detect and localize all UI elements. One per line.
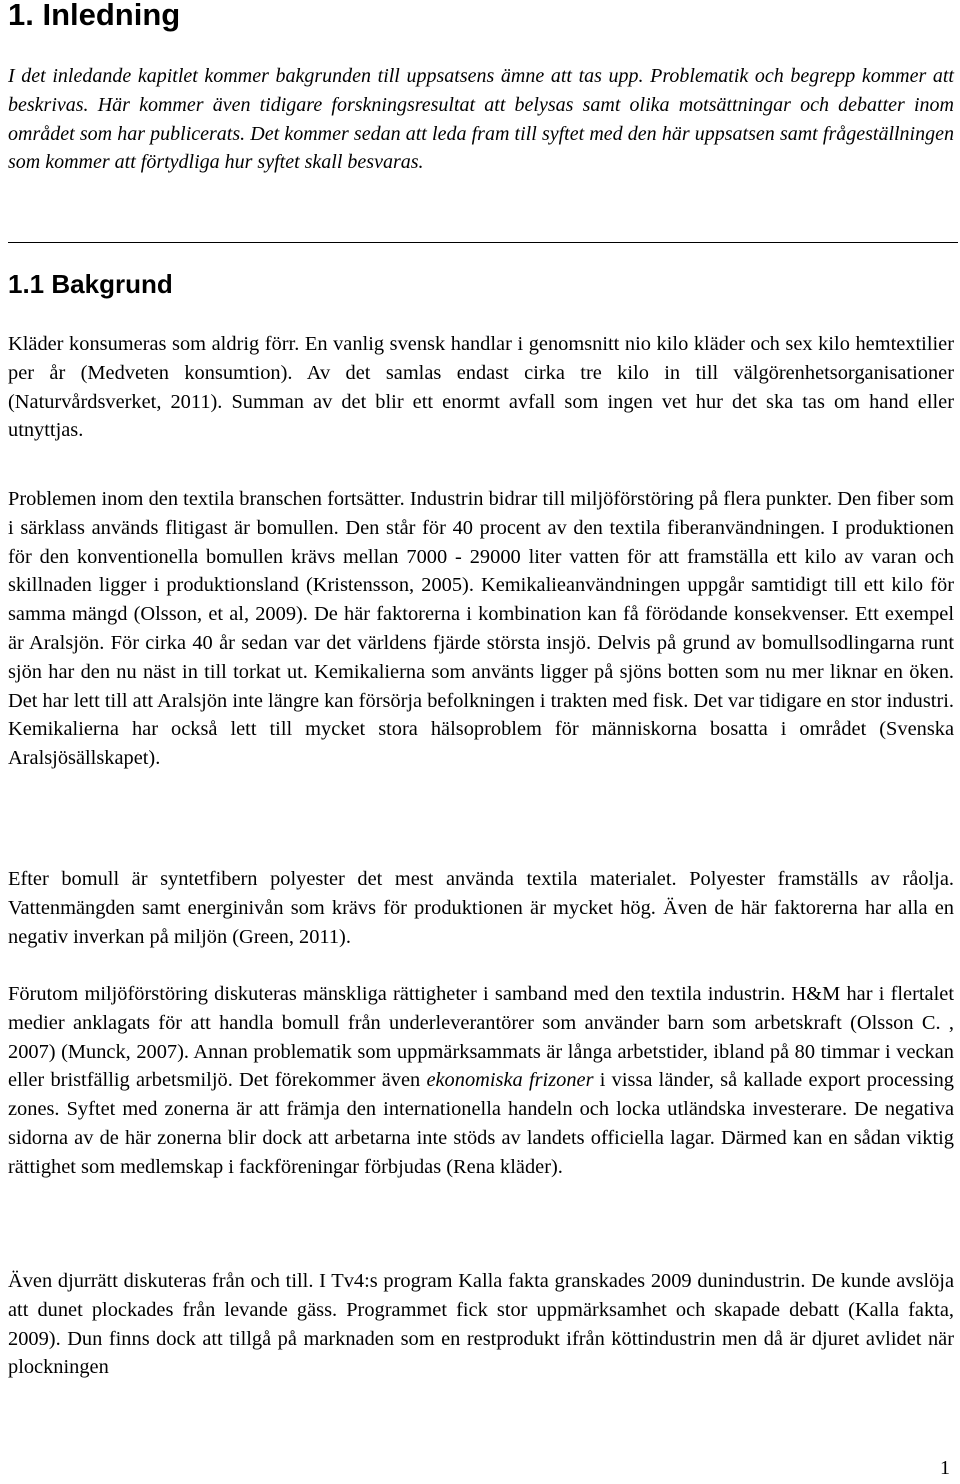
body-paragraph-4-text-start: Förutom miljöförstöring diskuteras mänskliga rättigheter i samband med den textila industrin. H&M har i flertalet medier anklagats för att handla bomull från underleverantörer som använder barn som arbetskraft (Olsson C. , 2007) (Munck, 2007). Annan problematik som uppmärksammats är långa arbetstider, ibland på 80 timmar i veckan eller bristfällig arbetsmiljö. Det förekommer även xyxy=(8,983,954,1092)
page-number: 1 xyxy=(940,1457,950,1479)
body-paragraph-4 xyxy=(8,980,954,1182)
body-paragraph-5: Även djurrätt diskuteras från och till. I Tv4:s program Kalla fakta granskades 2009 dunindustrin. De kunde avslöja att dunet plockades från levande gäss. Programmet fick stor uppmärksamhet och skapade debatt (Kalla fakta, 2009). Dun finns dock att tillgå på marknaden som en restprodukt ifrån köttindustrin men då är djuret avlidet när plockningen xyxy=(8,1270,954,1379)
emphasized-term: ekonomiska frizoner xyxy=(426,1069,594,1092)
body-paragraph-3: Efter bomull är syntetfibern polyester det mest använda textila materialet. Polyester framställs av råolja. Vattenmängden samt energinivån som krävs för produktionen är mycket hög. Även de här faktorerna har alla en negativ inverkan på miljön (Green, 2011). xyxy=(8,868,954,948)
section-heading: 1.1 Bakgrund xyxy=(8,269,173,299)
intro-paragraph: I det inledande kapitlet kommer bakgrunden till uppsatsens ämne att tas upp. Problematik och begrepp kommer att beskrivas. Här kommer även tidigare forskningsresultat att belysas samt olika motsättningar och debatter inom området som har publicerats. Det kommer sedan att leda fram till syftet med den här uppsatsen samt frågeställningen som kommer att förtydliga hur syftet skall besvaras. xyxy=(8,65,954,174)
chapter-heading: 1. Inledning xyxy=(8,0,181,32)
body-paragraph-2: Problemen inom den textila branschen fortsätter. Industrin bidrar till miljöförstöring på flera punkter. Den fiber som i särklass används flitigast är bomullen. Den står för 40 procent av den textila fiberanvändningen. I produktionen för den konventionella bomullen krävs mellan 7000 - 29000 liter vatten för att framställa ett kilo av varan och skillnaden ligger i produktionsland (Kristensson, 2005). Kemikalieanvändningen uppgår samtidigt till ett kilo för samma mängd (Olsson, et al, 2009). De här faktorerna i kombination kan få förödande konsekvenser. Ett exempel är Aralsjön. För cirka 40 år sedan var det världens fjärde största insjö. Delvis på grund av bomullsodlingarna runt sjön har den nu näst in till torkat ut. Kemikalierna som använts ligger på sjöns botten som nu mer liknar en öken. Det har lett till att Aralsjön inte längre kan försörja befolkningen i trakten med fisk. Det var tidigare en stor industri. Kemikalierna har också lett till mycket stora hälsoproblem för människorna bosatta i området (Svenska Aralsjösällskapet). xyxy=(8,488,954,770)
body-paragraph-1: Kläder konsumeras som aldrig förr. En vanlig svensk handlar i genomsnitt nio kilo kläder och sex kilo hemtextilier per år (Medveten konsumtion). Av det samlas endast cirka tre kilo in till välgörenhetsorganisationer (Naturvårdsverket, 2011). Summan av det blir ett enormt avfall som ingen vet hur det ska tas om hand eller utnyttjas. xyxy=(8,333,954,442)
intro-divider xyxy=(8,242,958,243)
body-paragraph-4-text-end: i vissa länder, så kallade export processing zones. Syftet med zonerna är att främja den internationella handeln och locka utländska investerare. De negativa sidorna av de här zonerna blir dock att arbetarna inte stöds av landets officiella lagar. Därmed kan en sådan viktig rättighet som medlemskap i fackföreningar förbjudas (Rena kläder). xyxy=(8,1069,954,1178)
